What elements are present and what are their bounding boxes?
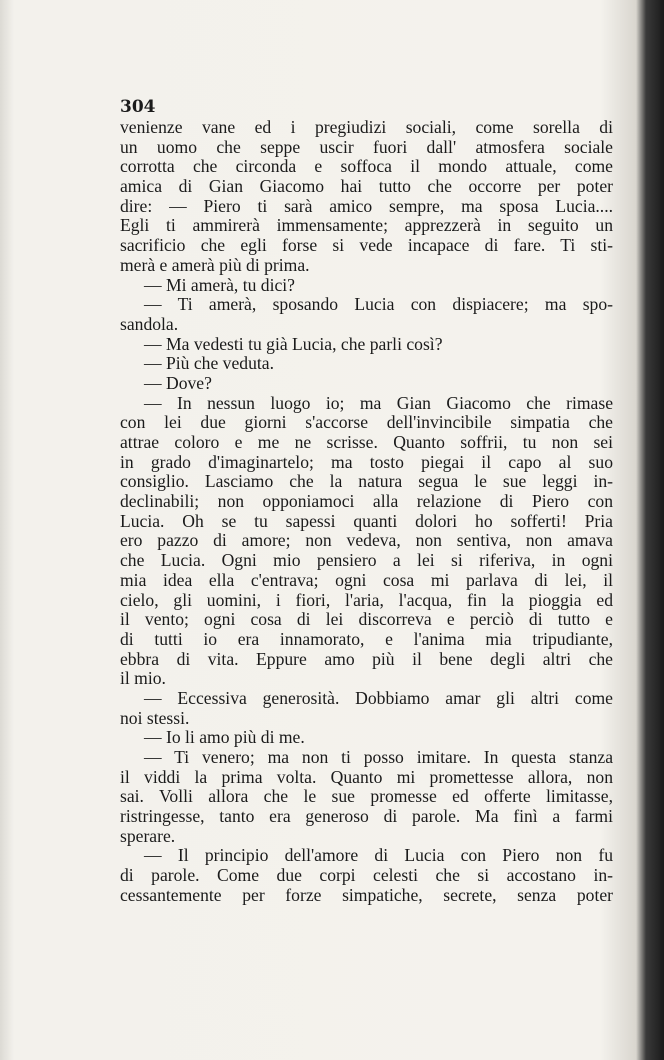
body-text bbox=[120, 118, 613, 906]
text-line: in grado d'imaginartelo; ma tosto piegai il capo al suo bbox=[120, 451, 613, 472]
page-number: 304 bbox=[120, 97, 156, 117]
text-line: — Mi amerà, tu dici? bbox=[144, 274, 295, 295]
text-line: sandola. bbox=[120, 313, 179, 334]
text-line: noi stessi. bbox=[120, 707, 190, 728]
text-line: ristringesse, tanto era generoso di parole. Ma finì a farmi bbox=[120, 806, 613, 827]
text-line: il viddi la prima volta. Quanto mi promettesse allora, non bbox=[120, 766, 613, 787]
text-line: — Il principio dell'amore di Lucia con Piero non fu bbox=[144, 845, 613, 866]
text-line: — Più che veduta. bbox=[144, 353, 274, 374]
text-line: sacrificio che egli forse si vede incapace di fare. Ti sti- bbox=[120, 235, 613, 256]
text-line: — Io li amo più di me. bbox=[144, 727, 305, 748]
text-line: — Eccessiva generosità. Dobbiamo amar gli altri come bbox=[144, 687, 613, 708]
text-line: con lei due giorni s'accorse dell'invincibile simpatia che bbox=[120, 412, 613, 433]
text-line: sperare. bbox=[120, 825, 176, 846]
text-line: sai. Volli allora che le sue promesse ed offerte limitasse, bbox=[120, 786, 613, 807]
text-line: ebbra di vita. Eppure amo più il bene degli altri che bbox=[120, 648, 613, 669]
text-line: che Lucia. Ogni mio pensiero a lei si riferiva, in ogni bbox=[120, 550, 613, 571]
text-line: un uomo che seppe uscir fuori dall' atmosfera sociale bbox=[120, 136, 613, 157]
text-line: corrotta che circonda e soffoca il mondo attuale, come bbox=[120, 156, 613, 177]
text-line: cielo, gli uomini, i fiori, l'aria, l'acqua, fin la pioggia ed bbox=[120, 589, 613, 610]
text-line: — Ti venero; ma non ti posso imitare. In questa stanza bbox=[144, 747, 613, 767]
text-line: venienze vane ed i pregiudizi sociali, come sorella di bbox=[120, 117, 613, 137]
text-line: consiglio. Lasciamo che la natura segua le sue leggi in- bbox=[120, 471, 613, 492]
text-line: — Ma vedesti tu già Lucia, che parli così? bbox=[144, 333, 443, 354]
text-line: Egli ti ammirerà immensamente; apprezzerà in seguito un bbox=[120, 215, 613, 236]
text-line: — Ti amerà, sposando Lucia con dispiacere; ma spo- bbox=[144, 294, 613, 315]
text-line: attrae coloro e me ne scrisse. Quanto soffrii, tu non sei bbox=[120, 432, 613, 452]
text-line: merà e amerà più di prima. bbox=[120, 254, 310, 275]
text-line: declinabili; non opponiamoci alla relazione di Piero con bbox=[120, 491, 613, 512]
text-line: Lucia. Oh se tu sapessi quanti dolori ho sofferti! Pria bbox=[120, 510, 613, 531]
text-line: di parole. Come due corpi celesti che si accostano in- bbox=[120, 865, 613, 886]
text-line: cessantemente per forze simpatiche, secrete, senza poter bbox=[120, 884, 613, 905]
text-line: — Dove? bbox=[144, 372, 212, 393]
text-line: il vento; ogni cosa di lei discorreva e perciò di tutto e bbox=[120, 609, 613, 630]
text-line: — In nessun luogo io; ma Gian Giacomo che rimase bbox=[144, 392, 613, 413]
text-line: mia idea ella c'entrava; ogni cosa mi parlava di lei, il bbox=[120, 569, 613, 590]
text-line: dire: — Piero ti sarà amico sempre, ma sposa Lucia.... bbox=[120, 195, 613, 216]
text-line: di tutti io era innamorato, e l'anima mia tripudiante, bbox=[120, 628, 613, 649]
text-line: il mio. bbox=[120, 668, 166, 689]
text-line: amica di Gian Giacomo hai tutto che occorre per poter bbox=[120, 176, 613, 197]
text-line: ero pazzo di amore; non vedeva, non sentiva, non amava bbox=[120, 530, 613, 551]
